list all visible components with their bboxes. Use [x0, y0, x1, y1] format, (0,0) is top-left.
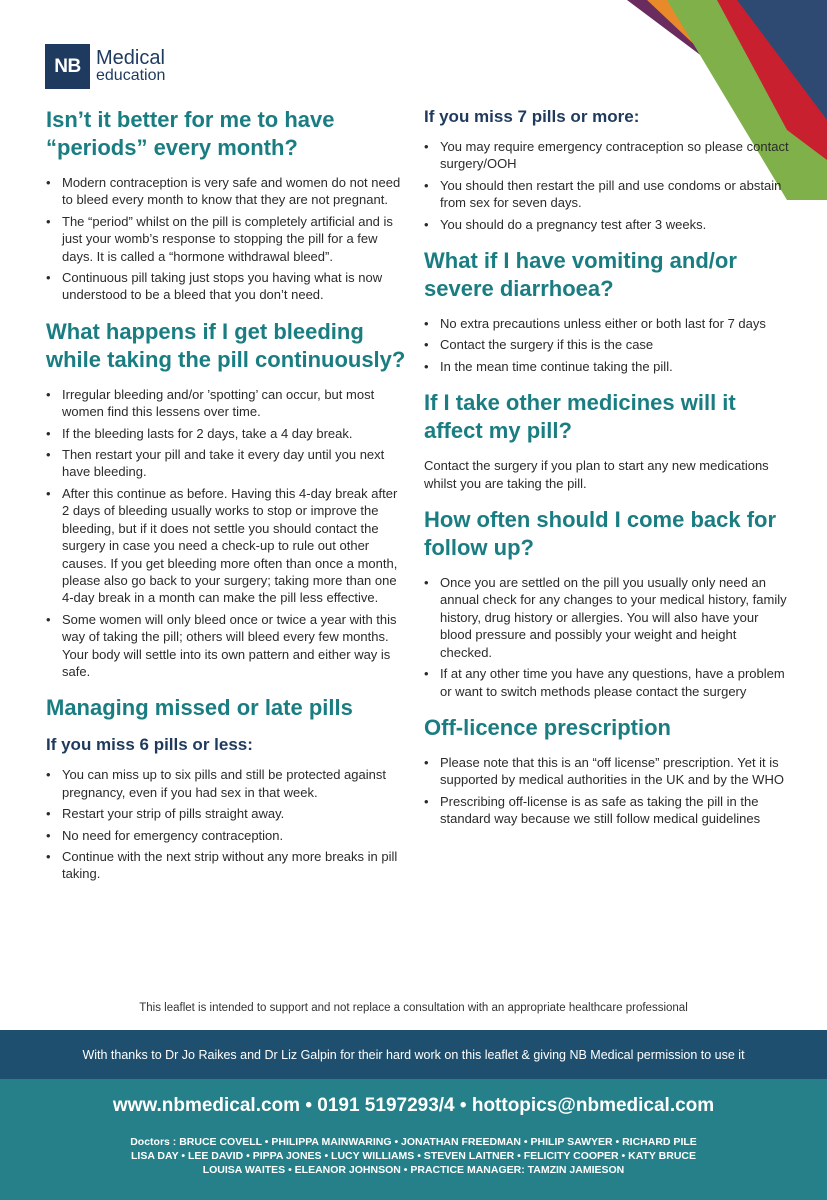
list-item: • Prescribing off-license is as safe as taking the pill in the standard way because we still follow medical guidelines	[424, 793, 789, 828]
list-item: • Please note that this is an “off license” prescription. Yet it is supported by medical authorities in the UK and by the WHO	[424, 754, 789, 789]
list-item: • You should then restart the pill and use condoms or abstain from sex for seven days.	[424, 177, 789, 212]
list-item: • Continuous pill taking just stops you having what is now understood to be a bleed that you don’t need.	[46, 269, 406, 304]
section-title: If I take other medicines will it affect my pill?	[424, 390, 736, 444]
thanks-text: With thanks to Dr Jo Raikes and Dr Liz Galpin for their hard work on this leaflet & giving NB Medical permission to use it	[82, 1047, 745, 1062]
list-item: • If at any other time you have any questions, have a problem or want to switch methods please contact the surgery	[424, 665, 789, 700]
list-item: • Modern contraception is very safe and women do not need to bleed every month to know that they are not pregnant.	[46, 174, 406, 209]
right-column	[424, 106, 789, 842]
footer-band	[0, 1079, 827, 1200]
logo-mark: NB	[45, 44, 90, 89]
subsection-title: If you miss 7 pills or more:	[424, 107, 640, 126]
doctors-list	[0, 1135, 827, 1177]
list-item: • You may require emergency contraception so please contact surgery/OOH	[424, 138, 789, 173]
section-title: What happens if I get bleeding while taking the pill continuously?	[46, 318, 406, 372]
list-item: • After this continue as before. Having this 4-day break after 2 days of bleeding usually works to stop or improve the bleeding, but if it does not settle you should contact the surgery in case you need a check-up to rule out other causes. If you get bleeding more often than once a month, please also go back to your surgery; taking more than one 4-day break in a month can make the pill less effective.	[46, 485, 406, 607]
list-item: • Once you are settled on the pill you usually only need an annual check for any changes to your medical history, family history, drug history or allergies. You will also have your blood pressure and possibly your weight and height checked.	[424, 574, 789, 661]
list-item: • You should do a pregnancy test after 3 weeks.	[424, 216, 789, 233]
doctors-line: LOUISA WAITES • ELEANOR JOHNSON • PRACTICE MANAGER: TAMZIN JAMIESON	[202, 1164, 625, 1176]
bullet-list	[46, 386, 406, 681]
list-item: • Continue with the next strip without any more breaks in pill taking.	[46, 848, 406, 883]
section-text: Contact the surgery if you plan to start any new medications whilst you are taking the pill.	[424, 458, 769, 491]
list-item: • You can miss up to six pills and still be protected against pregnancy, even if you had sex in that week.	[46, 766, 406, 801]
bullet-list	[424, 574, 789, 700]
list-item: • Some women will only bleed once or twice a year with this way of taking the pill; others will bleed every few months. Your body will settle into its own pattern and either way is safe.	[46, 611, 406, 681]
list-item: • Then restart your pill and take it every day until you next have bleeding.	[46, 446, 406, 481]
thanks-banner	[0, 1030, 827, 1079]
bullet-list	[424, 138, 789, 233]
list-item: • In the mean time continue taking the pill.	[424, 358, 789, 375]
logo-line2: education	[96, 66, 166, 84]
left-column	[46, 106, 406, 897]
bullet-list	[424, 315, 789, 375]
list-item: • If the bleeding lasts for 2 days, take a 4 day break.	[46, 425, 406, 442]
contact-line[interactable]: www.nbmedical.com • 0191 5197293/4 • hottopics@nbmedical.com	[112, 1095, 715, 1116]
bullet-list	[46, 174, 406, 304]
list-item: • Contact the surgery if this is the case	[424, 336, 789, 353]
bullet-list	[46, 766, 406, 882]
doctors-line: LISA DAY • LEE DAVID • PIPPA JONES • LUCY WILLIAMS • STEVEN LAITNER • FELICITY COOPER • KATY BRUCE	[130, 1150, 696, 1162]
list-item: • The “period” whilst on the pill is completely artificial and is just your womb’s response to stopping the pill for a few days. It is called a “hormone withdrawal bleed”.	[46, 213, 406, 265]
logo-line1: Medical	[96, 46, 165, 69]
doctors-line: Doctors : BRUCE COVELL • PHILIPPA MAINWARING • JONATHAN FREEDMAN • PHILIP SAWYER • RICHARD PILE	[130, 1136, 697, 1148]
list-item: • Restart your strip of pills straight away.	[46, 805, 406, 822]
list-item: • Irregular bleeding and/or ’spotting’ can occur, but most women find this lessens over time.	[46, 386, 406, 421]
nb-medical-logo	[45, 44, 165, 89]
disclaimer: This leaflet is intended to support and not replace a consultation with an appropriate healthcare professional	[139, 1002, 688, 1014]
subsection-title: If you miss 6 pills or less:	[46, 735, 253, 755]
bullet-list	[424, 754, 789, 828]
list-item: • No need for emergency contraception.	[46, 827, 406, 844]
section-title: How often should I come back for follow up?	[424, 507, 777, 561]
section-title: Managing missed or late pills	[46, 695, 353, 721]
section-title: What if I have vomiting and/or severe diarrhoea?	[424, 248, 737, 302]
section-title: Off-licence prescription	[424, 714, 671, 740]
list-item: • No extra precautions unless either or both last for 7 days	[424, 315, 789, 332]
section-title: Isn’t it better for me to have “periods” every month?	[46, 107, 335, 160]
